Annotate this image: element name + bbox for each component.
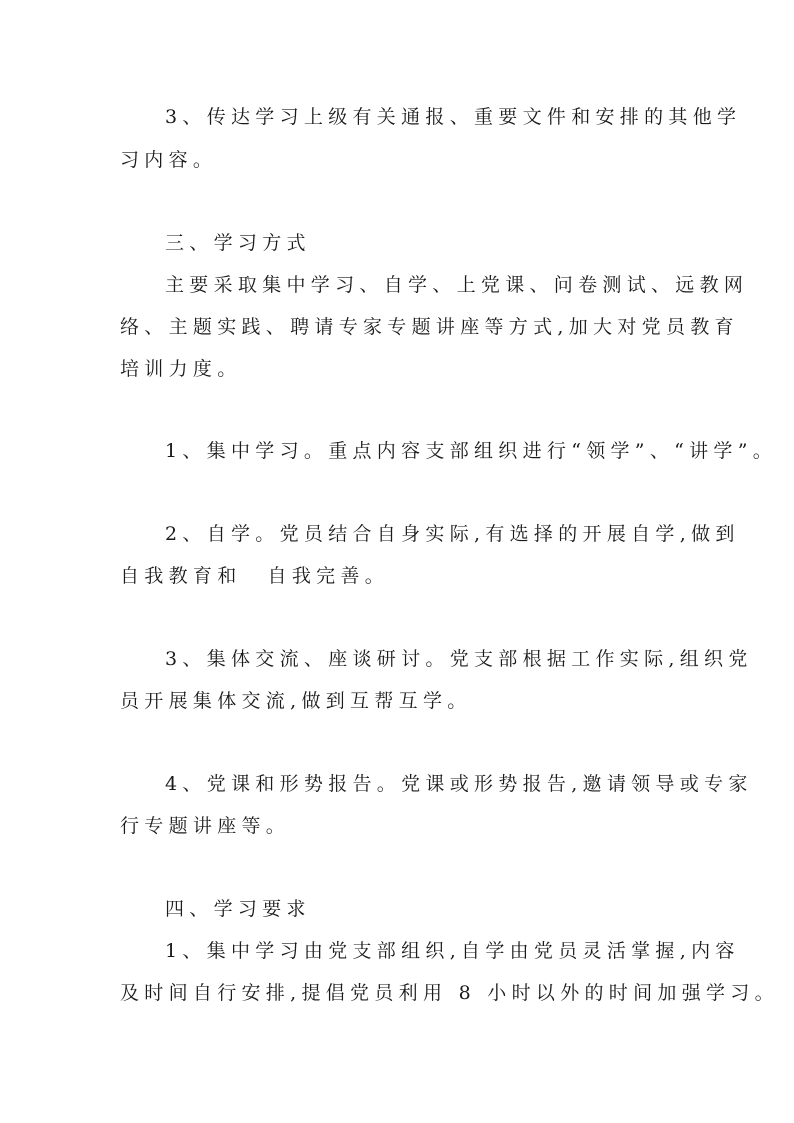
- paragraph-line: 习内容。: [120, 149, 218, 171]
- paragraph-line: 主要采取集中学习、自学、上党课、问卷测试、远教网: [165, 274, 749, 296]
- paragraph-line: 3、集体交流、座谈研讨。党支部根据工作实际,组织党: [165, 648, 753, 670]
- paragraph-line: 2、自学。党员结合自身实际,有选择的开展自学,做到: [165, 523, 740, 545]
- paragraph-line: 3、传达学习上级有关通报、重要文件和安排的其他学: [165, 106, 742, 128]
- paragraph-line: 1、集中学习由党支部组织,自学由党员灵活掌握,内容: [165, 940, 740, 962]
- paragraph-line: 行专题讲座等。: [120, 815, 291, 837]
- paragraph-line: 及时间自行安排,提倡党员利用 8 小时以外的时间加强学习。: [120, 982, 779, 1004]
- section-heading: 三、学习方式: [165, 232, 311, 254]
- paragraph-line: 培训力度。: [120, 358, 242, 380]
- paragraph-line: 员开展集体交流,做到互帮互学。: [120, 690, 472, 712]
- text-segment: 自我教育和: [120, 565, 242, 587]
- paragraph-line: 4、党课和形势报告。党课或形势报告,邀请领导或专家: [165, 773, 753, 795]
- text-segment: 自我完善。: [267, 565, 390, 587]
- paragraph-line: 1、集中学习。重点内容支部组织进行“领学”、“讲学”。: [165, 440, 778, 462]
- paragraph-line: 络、主题实践、聘请专家专题讲座等方式,加大对党员教育: [120, 316, 739, 338]
- paragraph-line: [120, 567, 389, 586]
- section-heading: 四、学习要求: [165, 898, 311, 920]
